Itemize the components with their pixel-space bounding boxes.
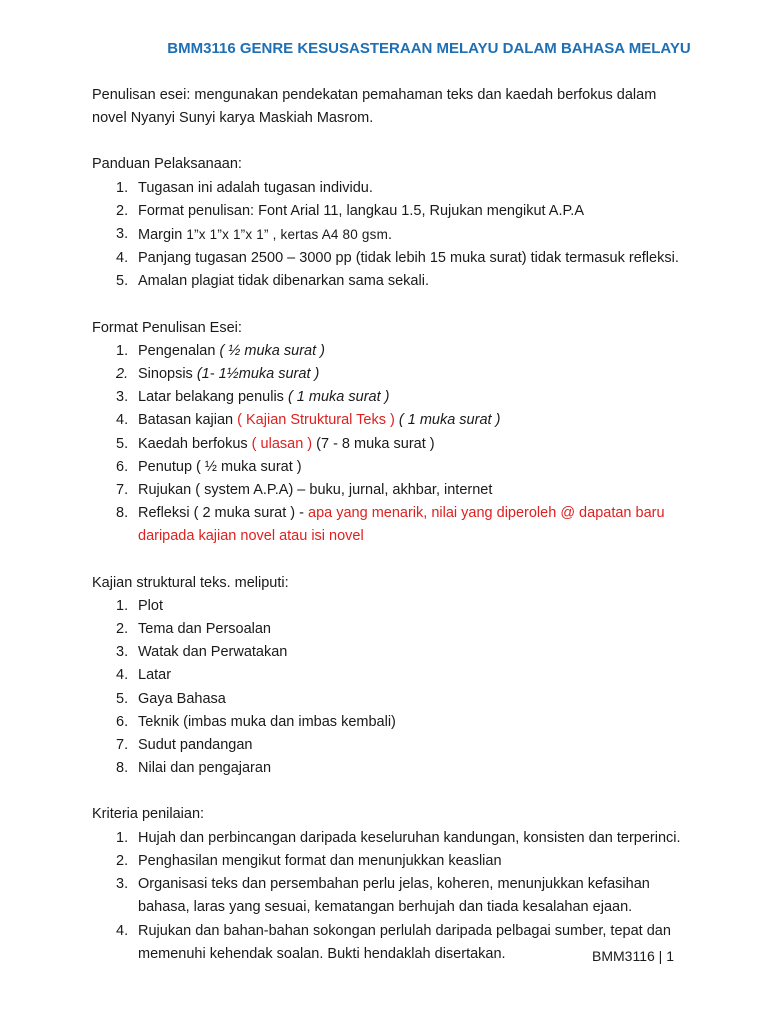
list-item-text: Format penulisan: Font Arial 11, langkau 1.5, Rujukan mengikut A.P.A [138, 202, 585, 219]
list-number: 4. [116, 250, 129, 267]
list-item-text: Amalan plagiat tidak dibenarkan sama sekali. [138, 273, 429, 290]
list-number: 3. [116, 876, 129, 893]
panduan-section [92, 153, 692, 293]
list-number: 5. [116, 435, 129, 452]
page-header-title: BMM3116 GENRE KESUSASTERAAN MELAYU DALAM BAHASA MELAYU [167, 40, 691, 57]
panduan-list [92, 177, 692, 294]
kajian-heading: Kajian struktural teks. meliputi: [92, 574, 289, 591]
list-number: 4. [116, 922, 129, 939]
list-item-text: Rujukan ( system A.P.A) – buku, jurnal, akhbar, internet [138, 482, 493, 499]
list-number: 5. [116, 690, 129, 707]
list-item-text: . [388, 227, 393, 244]
list-item-text: Penutup ( ½ muka surat ) [138, 458, 302, 475]
list-item-text: Margin [138, 227, 187, 244]
list-item [92, 850, 692, 873]
intro-line-1: Penulisan esei: mengunakan pendekatan pemahaman teks dan kaedah berfokus dalam [92, 87, 657, 103]
list-item [92, 340, 692, 363]
list-number: 7. [116, 482, 129, 499]
list-number: 6. [116, 713, 129, 730]
list-number: 1. [116, 342, 129, 359]
page-count-note: (7 - 8 muka surat ) [312, 435, 435, 452]
list-item [92, 223, 692, 247]
list-number: 1. [116, 179, 129, 196]
highlight-text: ( Kajian Struktural Teks ) [237, 412, 395, 429]
list-item [92, 618, 692, 641]
kriteria-section [92, 803, 692, 965]
list-number: 2. [116, 202, 129, 219]
margin-spec: 1”x 1”x 1”x 1” , kertas A4 80 gsm [186, 227, 389, 243]
list-item [92, 479, 692, 502]
list-item-text: Sudut pandangan [138, 737, 253, 754]
list-number: 6. [116, 458, 129, 475]
list-item-text: Latar [138, 667, 172, 684]
list-item [92, 688, 692, 711]
list-item [92, 641, 692, 664]
kajian-section [92, 572, 692, 781]
list-number: 4. [116, 667, 129, 684]
kriteria-list [92, 827, 692, 966]
list-item [92, 363, 692, 386]
list-item [92, 502, 692, 548]
format-section [92, 317, 692, 549]
list-item [92, 664, 692, 687]
document-body [92, 84, 692, 966]
list-number: 7. [116, 737, 129, 754]
list-item-text: Penghasilan mengikut format dan menunjukkan keaslian [138, 852, 502, 869]
list-item [92, 827, 692, 850]
list-item-text: Refleksi ( 2 muka surat ) - [138, 505, 309, 522]
list-item-text: Rujukan dan bahan-bahan sokongan perlulah daripada pelbagai sumber, tepat dan [138, 922, 671, 939]
kriteria-heading: Kriteria penilaian: [92, 806, 205, 823]
kajian-list [92, 595, 692, 781]
list-item-text: Sinopsis [138, 366, 197, 383]
page-count-note: ( ½ muka surat ) [219, 342, 325, 359]
list-item [92, 200, 692, 223]
format-heading: Format Penulisan Esei: [92, 319, 242, 336]
list-item [92, 757, 692, 780]
list-number: 8. [116, 760, 129, 777]
list-item-text: Tema dan Persoalan [138, 621, 271, 638]
list-item-text: Hujah dan perbincangan daripada keseluruhan kandungan, konsisten dan terperinci. [138, 829, 681, 846]
list-item-text: memenuhi kehendak soalan. Bukti hendaklah disertakan. [138, 945, 506, 962]
page-count-note: (1- 1½muka surat ) [196, 366, 320, 383]
list-item [92, 711, 692, 734]
list-item-text: Batasan kajian [138, 412, 238, 429]
list-number: 4. [116, 412, 129, 429]
highlight-text: daripada kajian novel atau isi novel [138, 528, 364, 545]
list-item [92, 595, 692, 618]
list-item [92, 386, 692, 409]
list-number: 3. [116, 389, 129, 406]
list-item-text: Panjang tugasan 2500 – 3000 pp (tidak lebih 15 muka surat) tidak termasuk refleksi. [138, 250, 679, 267]
list-number: 8. [116, 505, 129, 522]
list-item [92, 247, 692, 270]
list-item-text: Nilai dan pengajaran [138, 760, 272, 777]
page-count-note: ( 1 muka surat ) [394, 412, 501, 429]
list-number: 2. [116, 621, 129, 638]
highlight-text: apa yang menarik, nilai yang diperoleh @ dapatan baru [308, 505, 665, 522]
list-item [92, 873, 692, 919]
list-item [92, 456, 692, 479]
list-number: 2. [116, 366, 129, 383]
list-item [92, 270, 692, 293]
intro-line-2: novel Nyanyi Sunyi karya Maskiah Masrom. [92, 110, 374, 127]
list-item-text: Organisasi teks dan persembahan perlu jelas, koheren, menunjukkan kefasihan [138, 876, 650, 893]
list-item [92, 177, 692, 200]
list-item-text: Teknik (imbas muka dan imbas kembali) [138, 713, 396, 730]
list-number: 3. [116, 226, 129, 243]
list-number: 1. [116, 597, 129, 614]
list-item-text: Watak dan Perwatakan [138, 644, 288, 661]
format-list [92, 340, 692, 549]
intro-section [92, 84, 692, 130]
list-item [92, 433, 692, 456]
list-item-text: Tugasan ini adalah tugasan individu. [138, 179, 373, 196]
list-item-text: bahasa, laras yang sesuai, kematangan berhujah dan tiada kesalahan ejaan. [138, 899, 633, 916]
list-number: 3. [116, 644, 129, 661]
list-item-text: Gaya Bahasa [138, 690, 226, 707]
highlight-text: ( ulasan ) [251, 435, 313, 452]
panduan-heading: Panduan Pelaksanaan: [92, 156, 242, 173]
list-item-text: Latar belakang penulis [138, 389, 288, 406]
list-number: 2. [116, 852, 129, 869]
list-item [92, 409, 692, 432]
list-item-text: Pengenalan [138, 342, 220, 359]
list-item-text: Plot [138, 597, 163, 614]
page-count-note: ( 1 muka surat ) [287, 389, 390, 406]
page-footer: BMM3116 | 1 [592, 948, 674, 964]
list-item-text: Kaedah berfokus [138, 435, 252, 452]
list-number: 5. [116, 273, 129, 290]
list-number: 1. [116, 829, 129, 846]
list-item [92, 734, 692, 757]
